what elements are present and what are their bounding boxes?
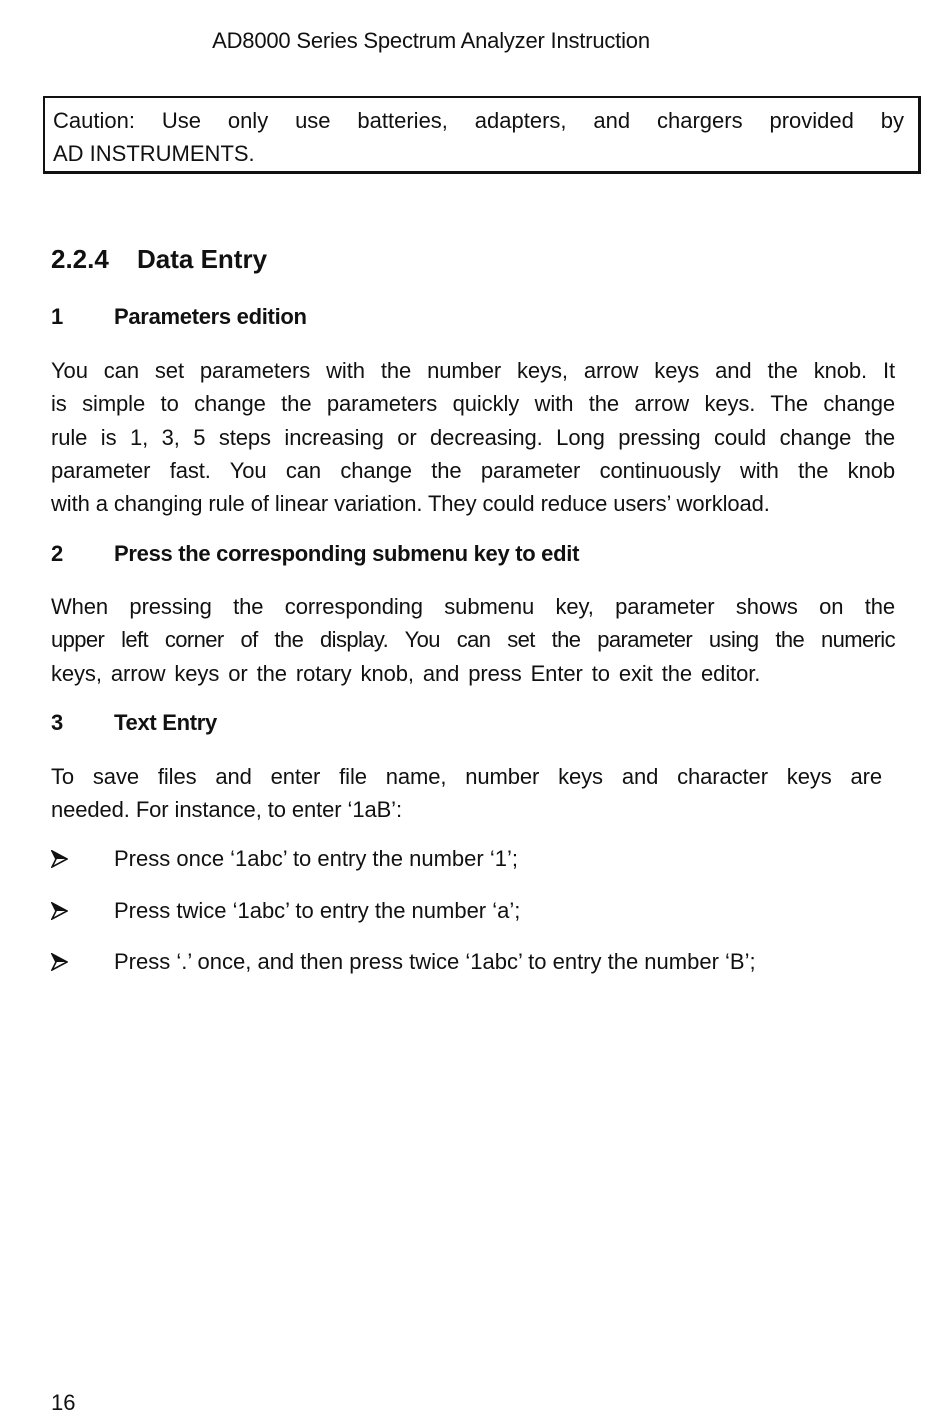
bullet-item [51,898,520,924]
paragraph-line: parameter fast. You can change the parameter continuously with the knob [51,457,895,483]
paragraph-line: You can set parameters with the number keys, arrow keys and the knob. It [51,358,895,383]
subsection-number: 3 [51,710,63,735]
arrowhead-bullet-icon [51,953,114,971]
bullet-text: Press twice ‘1abc’ to entry the number ‘a’; [114,898,521,923]
arrowhead-bullet-icon [51,850,114,868]
section-heading [51,244,267,275]
subsection-heading-parameters-edition [51,304,307,330]
subsection-title: Parameters edition [114,304,307,329]
subsection-title: Press the corresponding submenu key to edit [114,541,580,566]
subsection-number: 1 [51,304,63,329]
paragraph-line: needed. For instance, to enter ‘1aB’: [51,797,402,823]
caution-text-line-2: AD INSTRUMENTS. [53,141,255,166]
paragraph-line: keys, arrow keys or the rotary knob, and press Enter to exit the editor. [51,660,761,686]
subsection-heading-text-entry [51,710,217,736]
section-number: 2.2.4 [51,244,109,274]
subsection-heading-submenu-key [51,541,579,567]
bullet-text: Press ‘.’ once, and then press twice ‘1abc’ to entry the number ‘B’; [114,949,756,974]
caution-text-line-1: Caution: Use only use batteries, adapters, and chargers provided by [53,108,904,133]
bullet-item [51,846,518,872]
bullet-text: Press once ‘1abc’ to entry the number ‘1’; [114,846,518,871]
section-title: Data Entry [137,244,268,274]
paragraph-line: rule is 1, 3, 5 steps increasing or decreasing. Long pressing could change the [51,424,895,450]
caution-box [43,96,921,174]
paragraph-line: When pressing the corresponding submenu key, parameter shows on the [51,594,895,619]
page-number: 16 [51,1390,76,1415]
paragraph-submenu-key [51,590,895,690]
arrowhead-bullet-icon [51,902,114,920]
running-header: AD8000 Series Spectrum Analyzer Instruction [212,28,650,53]
paragraph-line: is simple to change the parameters quickly with the arrow keys. The change [51,391,895,417]
subsection-number: 2 [51,541,63,566]
paragraph-parameters-edition [51,354,895,520]
bullet-item [51,949,756,975]
paragraph-line: with a changing rule of linear variation. They could reduce users’ workload. [51,491,770,517]
paragraph-line: To save files and enter file name, number keys and character keys are [51,764,882,789]
paragraph-text-entry [51,760,882,827]
subsection-title: Text Entry [114,710,217,735]
paragraph-line: upper left corner of the display. You can set the parameter using the numeric [51,627,895,653]
